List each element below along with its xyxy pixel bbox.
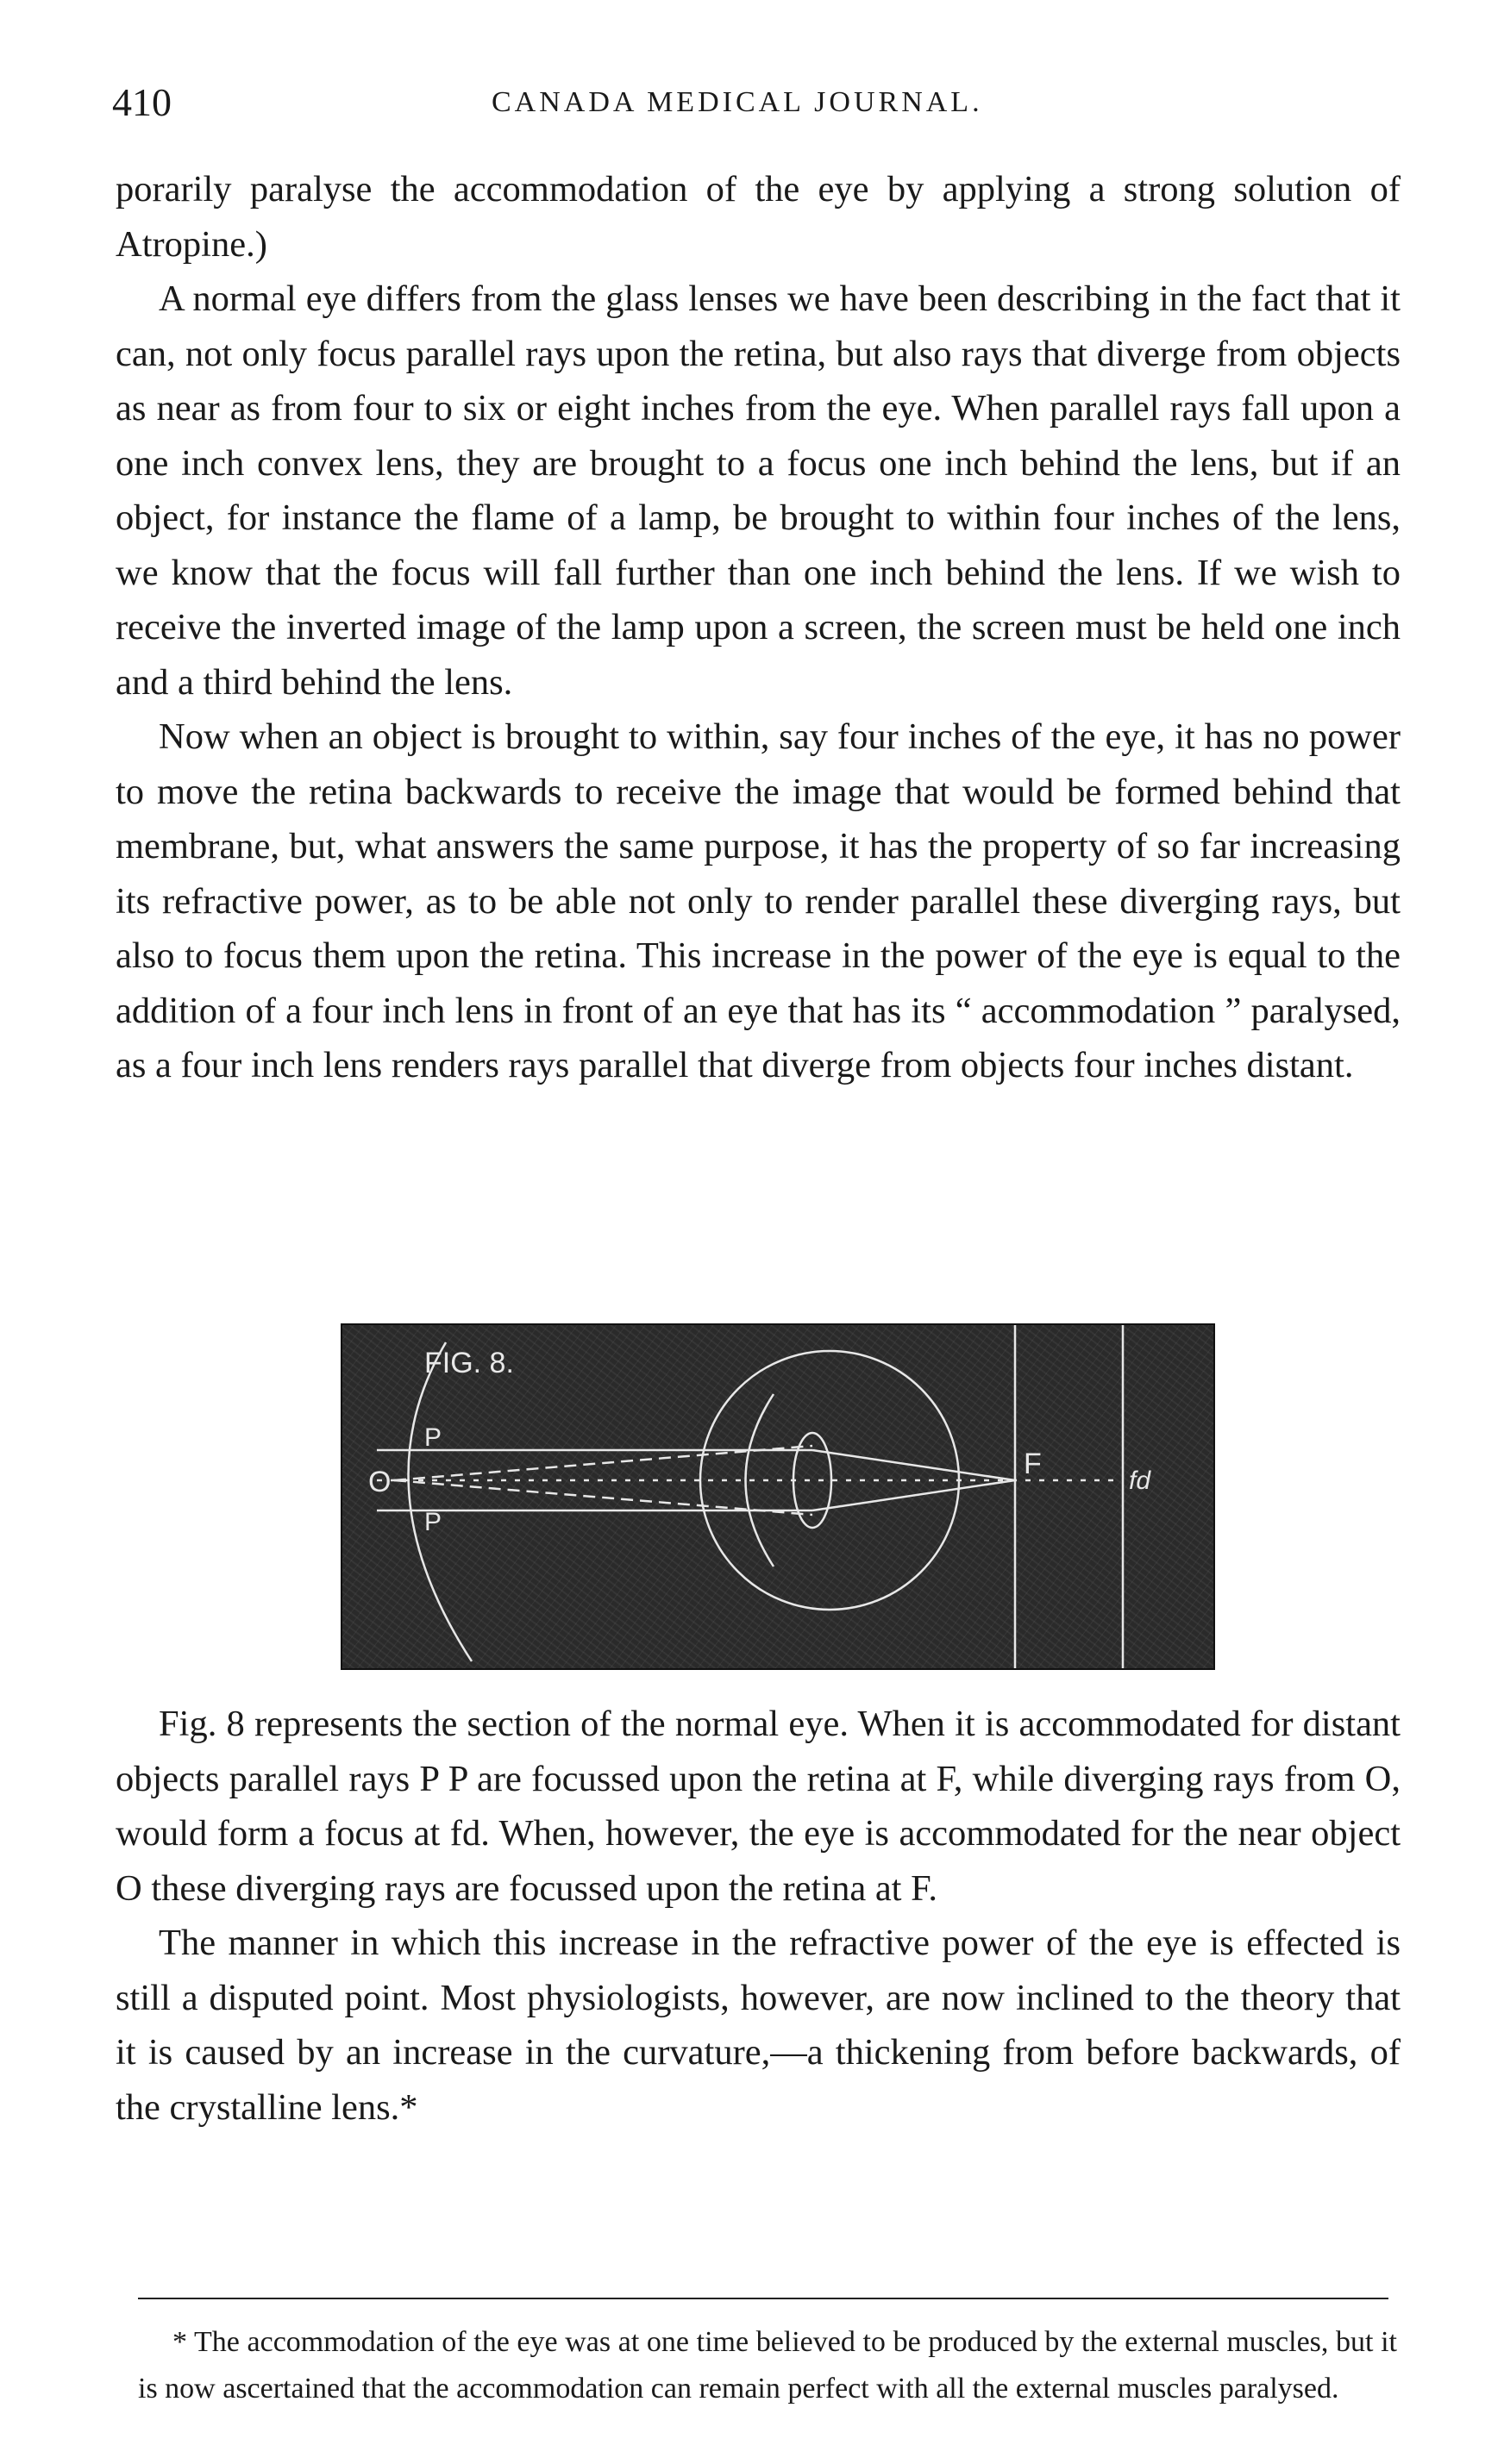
converging-ray-top bbox=[812, 1450, 1015, 1480]
diagram-labels bbox=[368, 1347, 1151, 1536]
paragraph: A normal eye differs from the glass lenses we have been describing in the fact that it can, not only focus parallel rays upon the retina, but also rays that diverge from objects as near as from four to six or eight inches from the eye. When parallel rays fall upon a one inch convex lens, they are brought to a focus one inch behind the lens, but if an object, for instance the flame of a lamp, be brought to within four inches of the lens, we know that the focus will fall further than one inch behind the lens. If we wish to receive the inverted image of the lamp upon a screen, the screen must be held one inch and a third behind the lens. bbox=[116, 278, 1401, 703]
eye-section-figure bbox=[341, 1323, 1215, 1670]
label-p-bottom: P bbox=[424, 1508, 442, 1536]
figure-label: FIG. 8. bbox=[424, 1347, 514, 1379]
paragraph: Now when an object is brought to within, say four inches of the eye, it has no power to move the retina backwards to receive the image that would be formed behind that membrane, but, what answers the same purpose, it has the property of so far increasing its refractive power, as to be able not only to render parallel these diverging rays, but also to focus them upon the retina. This increase in the power of the eye is equal to the addition of a four inch lens in front of an eye that has its “ accommodation ” paralysed, as a four inch lens renders rays parallel that diverge from objects four inches distant. bbox=[116, 716, 1401, 1085]
eye-diagram bbox=[342, 1325, 1213, 1668]
label-fd: fd bbox=[1129, 1467, 1151, 1495]
body-text-upper bbox=[116, 162, 1401, 1093]
body-text-lower bbox=[116, 1697, 1401, 2135]
converging-ray-bottom bbox=[812, 1480, 1015, 1510]
label-p-top: P bbox=[424, 1423, 442, 1452]
label-o: O bbox=[368, 1466, 392, 1498]
page-number: 410 bbox=[112, 80, 172, 124]
running-head: CANADA MEDICAL JOURNAL. bbox=[492, 86, 983, 118]
label-f: F bbox=[1024, 1448, 1042, 1480]
footnote-text: * The accommodation of the eye was at one time believed to be produced by the external muscles, but it is now ascertained that the accommodation can remain perfect with all the external muscles paralysed. bbox=[138, 2326, 1397, 2405]
outer-arc bbox=[409, 1342, 472, 1661]
figure-caption: Fig. 8 represents the section of the normal eye. When it is accommodated for distant objects parallel rays P P are focussed upon the retina at F, while diverging rays from O, would form a focus at fd. When, however, the eye is accommodated for the near object O these diverging rays are focussed upon the retina at F. bbox=[116, 1704, 1401, 1909]
page-header bbox=[112, 79, 1388, 126]
paragraph: porarily paralyse the accommodation of the eye by applying a strong solution of Atropine.) bbox=[116, 169, 1401, 265]
paragraph: The manner in which this increase in the refractive power of the eye is effected is still a disputed point. Most physiologists, however, are now inclined to the theory that it is caused by an increase in the curvature,—a thickening from before backwards, of the crystalline lens.* bbox=[116, 1923, 1401, 2128]
footnote-rule bbox=[138, 2298, 1388, 2299]
footnote bbox=[138, 2319, 1397, 2412]
